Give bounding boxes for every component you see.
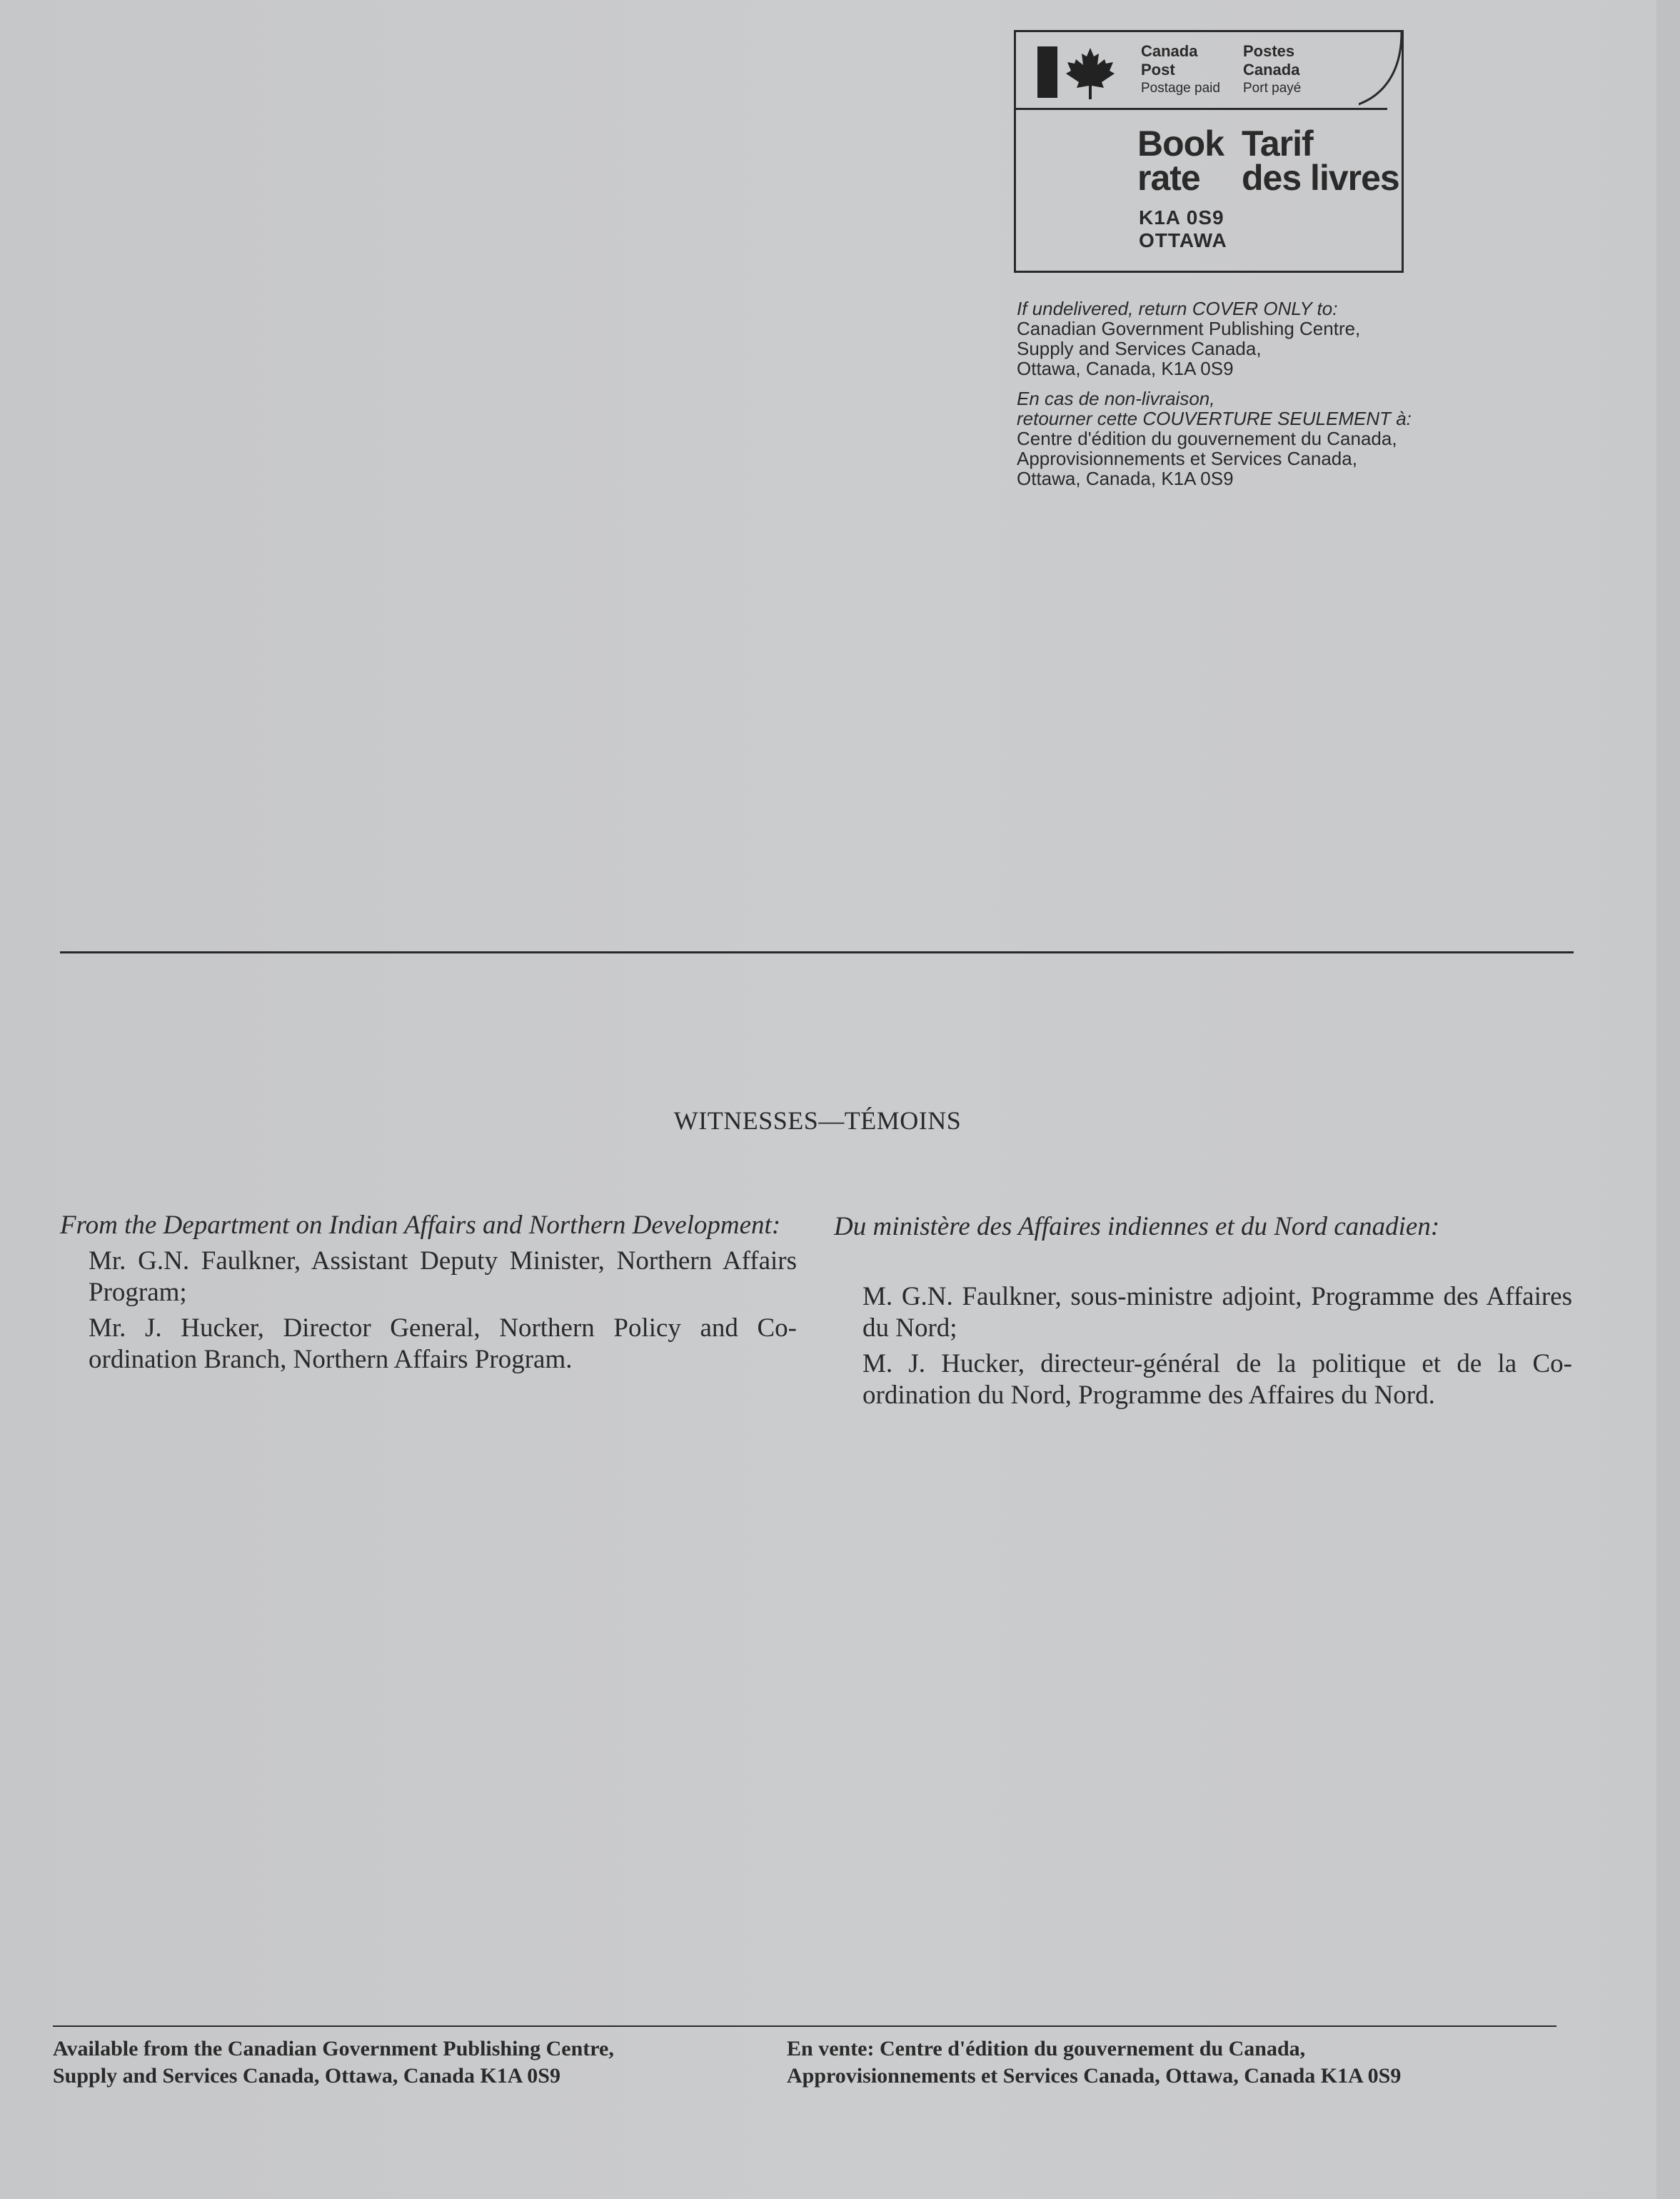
postage-fr-line1: Postes (1243, 42, 1295, 60)
return-fr-lead2: retourner cette COUVERTURE SEULEMENT à: (1017, 408, 1412, 429)
book-rate-en-line1: Book (1137, 124, 1224, 164)
book-rate-en-line2: rate (1137, 158, 1200, 198)
return-fr-line1: Centre d'édition du gouvernement du Canada, (1017, 428, 1397, 449)
witness-fr-item: M. J. Hucker, directeur-général de la politique et de la Co-ordination du Nord, Programme des Affaires du Nord. (862, 1349, 1572, 1410)
witness-fr-item: M. G.N. Faulkner, sous-ministre adjoint, Programme des Affaires du Nord; (862, 1282, 1572, 1343)
witnesses-en-heading: From the Department on Indian Affairs and Northern Development: (60, 1211, 781, 1240)
book-rate-fr-line1: Tarif (1242, 124, 1313, 164)
witnesses-english (60, 1210, 797, 1376)
postage-fr-line2: Canada (1243, 61, 1300, 79)
witnesses-fr-heading: Du ministère des Affaires indiennes et du Nord canadien: (834, 1212, 1440, 1241)
postage-en-line2: Post (1141, 61, 1175, 79)
witness-en-item: Mr. G.N. Faulkner, Assistant Deputy Minister, Northern Affairs Program; (89, 1246, 797, 1307)
footer-fr-line2: Approvisionnements et Services Canada, Ottawa, Canada K1A 0S9 (787, 2064, 1402, 2088)
footer-french (787, 2035, 1401, 2090)
return-fr-line3: Ottawa, Canada, K1A 0S9 (1017, 468, 1234, 489)
book-rate-fr (1242, 124, 1399, 198)
postage-indicia (1014, 30, 1404, 273)
footer-en-line2: Supply and Services Canada, Ottawa, Canada K1A 0S9 (53, 2064, 560, 2088)
flag-bar (1037, 46, 1057, 98)
postal-code: K1A 0S9 (1139, 206, 1224, 229)
footer-fr-line1: En vente: Centre d'édition du gouvernement du Canada, (787, 2037, 1306, 2060)
postage-city: OTTAWA (1139, 229, 1227, 251)
witnesses-title: WITNESSES—TÉMOINS (673, 1106, 962, 1135)
maple-leaf-icon (1065, 45, 1116, 102)
return-en-line1: Canadian Government Publishing Centre, (1017, 318, 1361, 339)
section-divider (60, 951, 1574, 953)
postage-divider (1016, 108, 1387, 110)
footer-en-line1: Available from the Canadian Government Publishing Centre, (53, 2037, 614, 2060)
witnesses-french (834, 1211, 1572, 1411)
postage-en (1141, 42, 1220, 98)
return-notice (1017, 299, 1412, 489)
book-rate-fr-line2: des livres (1242, 158, 1399, 198)
postage-address (1139, 206, 1227, 252)
book-rate-en (1137, 124, 1224, 198)
postage-en-line1: Canada (1141, 42, 1198, 60)
postage-en-line3: Postage paid (1141, 81, 1220, 96)
witness-en-item: Mr. J. Hucker, Director General, Northern Policy and Co-ordination Branch, Northern Affairs Program. (89, 1313, 797, 1374)
return-en-lead: If undelivered, return COVER ONLY to: (1017, 298, 1338, 319)
footer-english (53, 2035, 614, 2090)
return-en-line2: Supply and Services Canada, (1017, 338, 1262, 359)
page-edge (1656, 0, 1680, 2199)
postage-corner-curve (1359, 32, 1404, 111)
postage-fr-line3: Port payé (1243, 81, 1302, 96)
return-fr-line2: Approvisionnements et Services Canada, (1017, 448, 1357, 469)
return-fr-lead1: En cas de non-livraison, (1017, 388, 1215, 409)
return-en-line3: Ottawa, Canada, K1A 0S9 (1017, 358, 1234, 379)
postage-fr (1243, 42, 1301, 98)
footer-divider (53, 2025, 1556, 2027)
